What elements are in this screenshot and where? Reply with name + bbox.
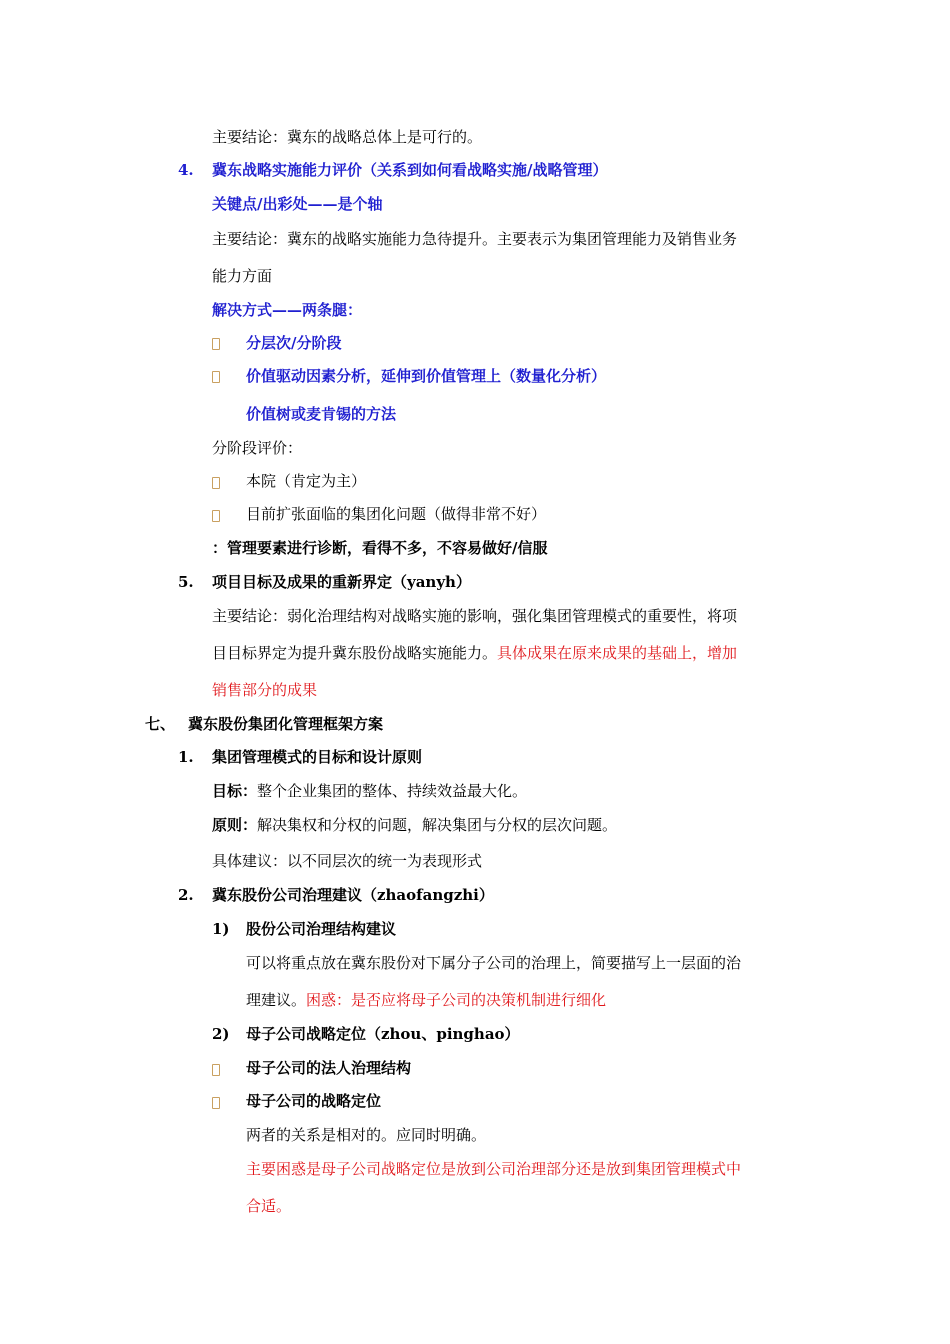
- goal-line: [212, 781, 527, 801]
- section-5-number: 5.: [178, 573, 194, 591]
- goal-label: 目标：: [212, 782, 258, 800]
- bullet-icon: [212, 338, 220, 350]
- subsection-1-line2-text: 理建议。: [246, 991, 307, 1009]
- subsection-1-number: 1): [212, 920, 230, 938]
- solution-heading: 解决方式——两条腿：: [212, 301, 363, 319]
- principle-text: 解决集权和分权的问题，解决集团与分权的层次问题。: [257, 816, 618, 834]
- conclusion-feasible: 主要结论：冀东的战略总体上是可行的。: [212, 128, 483, 146]
- section-5-title: 项目目标及成果的重新界定（yanyh）: [212, 573, 471, 591]
- section-4-conclusion-line2: 能力方面: [212, 267, 273, 285]
- subsection-1-confusion: 困惑：是否应将母子公司的决策机制进行细化: [306, 991, 607, 1009]
- section-7-1-title: 集团管理模式的目标和设计原则: [212, 748, 423, 766]
- bullet-icon: [212, 1097, 220, 1109]
- section-7-1-number: 1.: [178, 748, 194, 766]
- section-4-conclusion-line1: 主要结论：冀东的战略实施能力急待提升。主要表示为集团管理能力及销售业务: [212, 230, 738, 248]
- section-5-line2-text: 目目标界定为提升冀东股份战略实施能力。: [212, 644, 498, 662]
- goal-text: 整个企业集团的整体、持续效益最大化。: [257, 782, 528, 800]
- bullet-icon: [212, 510, 220, 522]
- section-5-line2-highlight: 具体成果在原来成果的基础上，增加: [497, 644, 738, 662]
- section-7-2-number: 2.: [178, 886, 194, 904]
- section-7-2-title: 冀东股份公司治理建议（zhaofangzhi）: [212, 886, 494, 904]
- bullet-icon: [212, 477, 220, 489]
- relation-note: 两者的关系是相对的。应同时明确。: [246, 1126, 487, 1144]
- stage-evaluation-heading: 分阶段评价：: [212, 439, 303, 457]
- specific-advice: 具体建议：以不同层次的统一为表现形式: [212, 852, 483, 870]
- bullet-expansion-problem: 目前扩张面临的集团化问题（做得非常不好）: [246, 505, 547, 523]
- principle-label: 原则：: [212, 816, 258, 834]
- bullet-value-driver: 价值驱动因素分析，延伸到价值管理上（数量化分析）: [246, 367, 607, 385]
- bullet-legal-governance: 母子公司的法人治理结构: [246, 1059, 412, 1077]
- bullet-institute: 本院（肯定为主）: [246, 472, 367, 490]
- main-confusion-line1: 主要困惑是母子公司战略定位是放到公司治理部分还是放到集团管理模式中: [246, 1160, 742, 1178]
- bullet-strategic-position: 母子公司的战略定位: [246, 1092, 382, 1110]
- subsection-1-line1: 可以将重点放在冀东股份对下属分子公司的治理上，简要描写上一层面的治: [246, 954, 742, 972]
- subsection-1-line2: [246, 990, 606, 1010]
- main-confusion-line2: 合适。: [246, 1197, 292, 1215]
- subsection-1-title: 股份公司治理结构建议: [246, 920, 397, 938]
- bullet-layered-stages: 分层次/分阶段: [246, 334, 342, 352]
- section-4-title: 冀东战略实施能力评价（关系到如何看战略实施/战略管理）: [212, 161, 608, 179]
- section-4-number: 4.: [178, 161, 194, 179]
- section-5-line2: [212, 643, 737, 663]
- key-point: 关键点/出彩处——是个轴: [212, 195, 383, 213]
- bullet-icon: [212, 1064, 220, 1076]
- diagnosis-note: ：管理要素进行诊断，看得不多，不容易做好/信服: [212, 539, 548, 557]
- chapter-7-title: 冀东股份集团化管理框架方案: [188, 715, 384, 733]
- section-5-line1: 主要结论：弱化治理结构对战略实施的影响，强化集团管理模式的重要性，将项: [212, 607, 738, 625]
- section-5-line3: 销售部分的成果: [212, 681, 318, 699]
- subsection-2-number: 2): [212, 1025, 230, 1043]
- principle-line: [212, 815, 617, 835]
- subsection-2-title: 母子公司战略定位（zhou、pinghao）: [246, 1025, 520, 1043]
- value-tree-method: 价值树或麦肯锡的方法: [246, 405, 397, 423]
- chapter-7-number: 七、: [145, 715, 176, 733]
- bullet-icon: [212, 371, 220, 383]
